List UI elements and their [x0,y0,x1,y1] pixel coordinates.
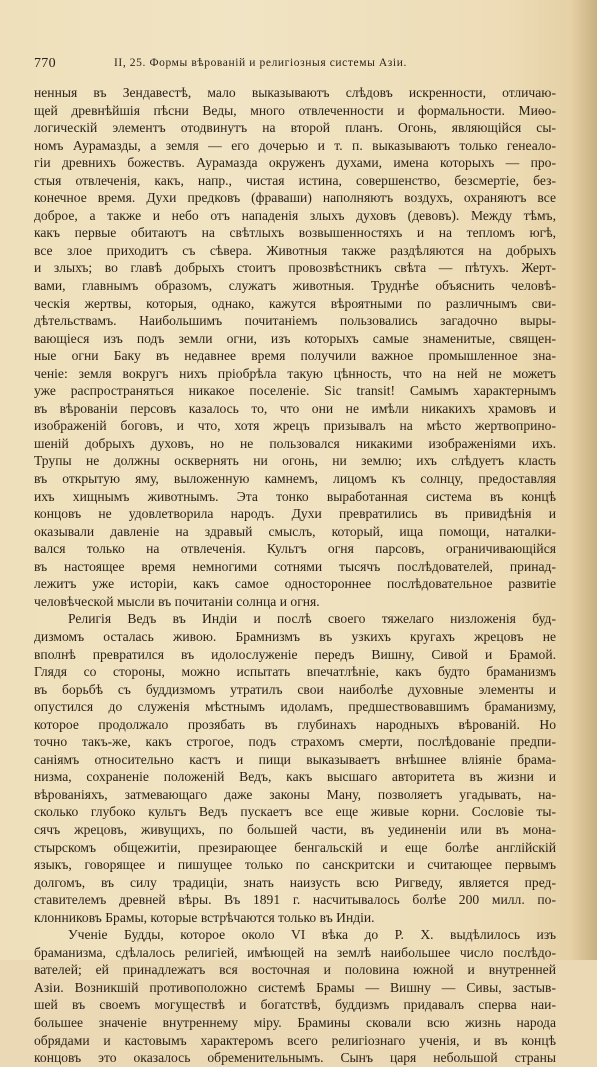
text-line: Ученіе Будды, которое около VI вѣка до Р. Х. выдѣлилось изъ [68,927,556,943]
text-line: долгомъ, въ силу традиціи, знать наизусть всю Ригведу, является пред- [34,874,556,890]
text-line: человѣческой мысли въ почитаніи солнца и огня. [34,593,320,609]
text-line: браманизма, сдѣлалось религіей, имѣющей на землѣ наибольшее число послѣдо- [34,944,556,960]
text-line: ченіе: земля вокругъ нихъ пріобрѣла такую цѣнность, что на ней не можетъ [34,365,556,381]
text-line: большее значеніе внутреннему міру. Брамины сковали всю жизнь народа [34,1014,556,1030]
text-line: лежитъ уже исторіи, какъ самое одностороннее послѣдовательное развитіе [34,576,556,592]
text-line: въ вѣрованіи персовъ казалось то, что они не имѣли никакихъ храмовъ и [34,400,556,416]
text-line: языкъ, говорящее и пишущее только по санскритски и считающее первымъ [34,857,556,873]
paragraph [34,926,556,1066]
text-line: шей въ своемъ могуществѣ и богатствѣ, буддизмъ придавалъ сперва наи- [34,997,556,1013]
text-line: вателей; ей принадлежатъ вся восточная и половина южной и внутренней [34,962,556,978]
text-line: конечное время. Духи предковъ (фраваши) наполняютъ воздухъ, охраняютъ все [34,190,556,206]
text-line: сячъ жрецовъ, живущихъ, по большей части, въ уединеніи или въ мона- [34,821,556,837]
text-line: вался только на отвлеченія. Культъ огня парсовъ, ограничивающійся [34,541,556,557]
text-line: Азіи. Возникшій противоположно системѣ Брамы — Вишну — Сивы, застыв- [34,979,556,995]
text-line: точно такъ-же, какъ строгое, подъ страхомъ смерти, послѣдованіе предпи- [34,734,556,750]
text-line: щей древнѣйшія пѣсни Веды, много отвлеченности и формальности. Миѳо- [34,102,556,118]
text-line: шеній добрыхъ духовъ, но не пользовался никакими изображеніями ихъ. [34,435,556,451]
text-line: логическій элементъ отодвинутъ на второй планъ. Огонь, являющійся сы- [34,120,556,136]
text-line: какъ первые обитаютъ на свѣтлыхъ возвышенностяхъ и на тепломъ югѣ, [34,225,556,241]
text-line: все злое приходитъ съ сѣвера. Животныя также раздѣляются на добрыхъ [34,242,556,258]
text-line: вающіеся изъ подъ земли огни, изъ которыхъ самые знаменитые, священ- [34,330,556,346]
text-line: и злыхъ; во главѣ добрыхъ стоитъ провозвѣстникъ свѣта — пѣтухъ. Жерт- [34,260,556,276]
text-line: ставителемъ древней вѣры. Въ 1891 г. насчитывалось болѣе 200 милл. по- [34,892,556,908]
paragraph [34,610,556,926]
text-line: доброе, а также и небо отъ нападенія злыхъ духовъ (девовъ). Между тѣмъ, [34,207,556,223]
text-line: низма, сохраненіе положеній Ведъ, какъ высшаго авторитета въ жизни и [34,769,556,785]
text-line: сколько глубоко культъ Ведъ пускаетъ все еще живые корни. Сословіе ты- [34,804,556,820]
text-line: въ настоящее время немногими сотнями тысячъ послѣдователей, принад- [34,558,556,574]
text-line: номъ Аурамазды, а земля — его дочерью и т. п. выказываютъ только генеало- [34,137,556,153]
body-text [34,84,556,1067]
text-line: Трупы не должны осквернять ни огонь, ни землю; ихъ слѣдуетъ класть [34,453,556,469]
text-line: ихъ хищнымъ животнымъ. Эта тонко выработанная система въ концѣ [34,488,556,504]
text-line: изображеній боговъ, и что, хотя жрецъ призывалъ на мѣсто жертвоприно- [34,418,556,434]
text-line: стырскомъ общежитіи, презирающее бенгальскій и еще болѣе англійскій [34,839,556,855]
text-line: концовъ это оказалось обременительнымъ. Сынъ царя небольшой страны [34,1050,556,1066]
text-line: клонниковъ Брамы, которые встрѣчаются только въ Индіи. [34,909,375,925]
text-line: оказывали давленіе на здравый смыслъ, который, ища помощи, наталки- [34,523,556,539]
text-line: ные огни Баку въ недавнее время получили важное промышленное зна- [34,348,556,364]
running-title: II, 25. Формы вѣрованій и религіозныя системы Азіи. [114,57,407,69]
page-number: 770 [34,56,56,71]
text-line: опустился до служенія мѣстнымъ идоламъ, предшествовавшимъ браманизму, [34,699,556,715]
text-line: вами, главнымъ образомъ, служатъ животныя. Труднѣе объяснить человѣ- [34,278,556,294]
text-line: вѣрованіяхъ, затмевающаго даже законы Ману, позволяетъ угадывать, на- [34,786,556,802]
paragraph [34,84,556,610]
text-line: которое продолжало прозябать въ глубинахъ народныхъ вѣрованій. Но [34,716,556,732]
text-line: въ борьбѣ съ буддизмомъ утратилъ свои наиболѣе духовные элементы и [34,681,556,697]
text-line: дизмомъ осталась живою. Брамнизмъ въ узкихъ кругахъ жрецовъ не [34,628,556,644]
text-line: дѣтельствамъ. Наибольшимъ почитаніемъ пользовались загадочно выры- [34,313,556,329]
page-edge-shadow [571,0,597,960]
text-line: въ открытую яму, выложенную камнемъ, лицомъ къ солнцу, предоставляя [34,471,556,487]
text-line: ненныя въ Зендавестѣ, мало выказываютъ слѣдовъ искренности, отличаю- [34,85,556,100]
text-line: ческія жертвы, которыя, однако, кажутся вѣроятными по различнымъ сви- [34,295,556,311]
text-line: саніямъ относительно кастъ и пищи выказываетъ внѣшнее вліяніе брама- [34,751,556,767]
text-line: Глядя со стороны, можно испытать впечатлѣніе, какъ будто браманизмъ [34,664,556,680]
text-line: концовъ не удовлетворила народъ. Духи превратились въ привидѣнія и [34,506,556,522]
text-line: стыя отвлеченія, какъ, напр., чистая истина, совершенство, безсмертіе, без- [34,172,556,188]
text-line: уже распространяться никакое поселеніе. Sic transit! Самымъ характернымъ [34,383,556,399]
page-header [34,56,554,74]
text-line: обрядами и кастовымъ характеромъ всего религіознаго ученія, и въ концѣ [34,1032,556,1048]
text-line: гіи древнихъ божествъ. Аурамазда окруженъ духами, имена которыхъ — про- [34,155,556,171]
text-line: вполнѣ превратился въ идолослуженіе передъ Вишну, Сивой и Брамой. [34,646,556,662]
text-line: Религія Ведъ въ Индіи и послѣ своего тяжелаго низложенія буд- [68,611,556,627]
